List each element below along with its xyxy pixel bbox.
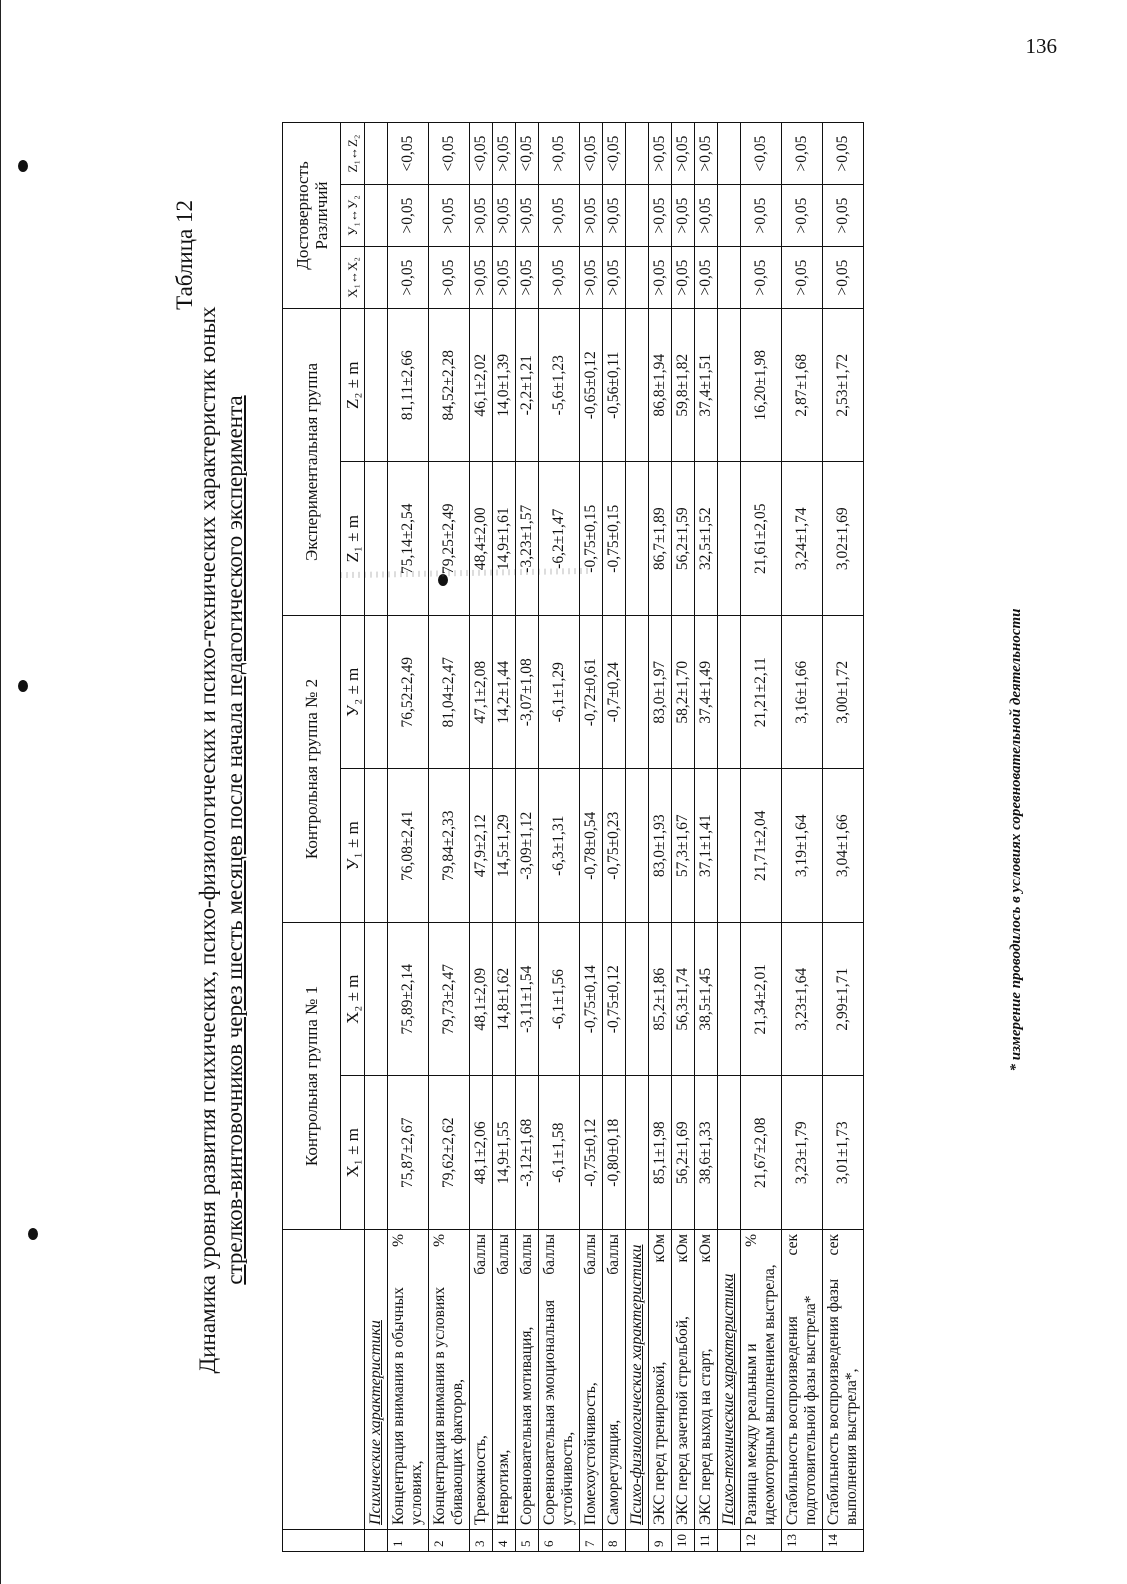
cell-x2: 14,8±1,62 <box>493 923 516 1077</box>
row-unit: баллы <box>582 1234 599 1275</box>
row-name-text: Концентрация внимания в условиях сбивающих факторов, <box>431 1286 466 1525</box>
table-label: Таблица 12 <box>172 200 197 310</box>
row-unit: баллы <box>495 1234 512 1275</box>
cell-z1: -0,75±0,15 <box>603 462 626 616</box>
cell-sx: >0,05 <box>516 247 539 309</box>
caption-line-2: стрелков-винтовочников через шесть месяцев после начала педагогического эксперимента <box>222 395 247 1285</box>
cell-z2: 59,8±1,82 <box>672 309 695 463</box>
cell-y1: -0,75±0,23 <box>603 769 626 923</box>
row-indicator-name <box>539 1230 580 1530</box>
cell-sz: >0,05 <box>649 123 672 185</box>
table-row <box>580 123 603 1552</box>
section-empty-cell <box>718 1076 741 1230</box>
row-name-text: Стабильность воспроизведения подготовительной фазы выстрела* <box>784 1295 819 1525</box>
cell-sy: >0,05 <box>493 185 516 247</box>
row-unit: кОм <box>651 1234 668 1263</box>
row-unit: кОм <box>697 1234 714 1263</box>
row-number: 11 <box>695 1530 718 1552</box>
section-row <box>718 123 741 1552</box>
cell-z2: 14,0±1,39 <box>493 309 516 463</box>
section-empty-cell <box>365 185 388 247</box>
section-empty-cell <box>626 309 649 463</box>
cell-sx: >0,05 <box>470 247 493 309</box>
cell-y2: 3,16±1,66 <box>782 616 823 770</box>
row-indicator-name <box>741 1230 782 1530</box>
cell-x2: 3,23±1,64 <box>782 923 823 1077</box>
table-row <box>649 123 672 1552</box>
row-name-text: Концентрация внимания в обычных условиях, <box>390 1287 425 1525</box>
row-name-text: Саморегуляция, <box>605 1419 622 1525</box>
cell-z1: 86,7±1,89 <box>649 462 672 616</box>
cell-y1: 79,84±2,33 <box>429 769 470 923</box>
cell-x2: 75,89±2,14 <box>388 923 429 1077</box>
row-name-text: ЭКС перед выход на старт, <box>697 1348 714 1525</box>
section-title: Психо-технические характеристики <box>718 1230 741 1530</box>
cell-sz: <0,05 <box>388 123 429 185</box>
row-indicator-name <box>493 1230 516 1530</box>
table-row <box>782 123 823 1552</box>
section-empty-cell <box>626 123 649 185</box>
cell-sy: >0,05 <box>580 185 603 247</box>
row-unit: баллы <box>541 1234 558 1275</box>
header-x2: X₂ ± m <box>341 923 365 1077</box>
section-empty-cell <box>718 923 741 1077</box>
section-title: Психо-физиологические характеристики <box>626 1230 649 1530</box>
section-num-cell <box>365 1530 388 1552</box>
cell-y1: 83,0±1,93 <box>649 769 672 923</box>
header-control-group-2: Контрольная группа № 2 <box>283 616 341 923</box>
cell-sx: >0,05 <box>695 247 718 309</box>
cell-y1: 37,1±1,41 <box>695 769 718 923</box>
table-row <box>539 123 580 1552</box>
cell-y1: -0,78±0,54 <box>580 769 603 923</box>
cell-z1: 3,24±1,74 <box>782 462 823 616</box>
cell-sy: >0,05 <box>649 185 672 247</box>
row-unit: кОм <box>674 1234 691 1263</box>
cell-z2: 2,53±1,72 <box>823 309 864 463</box>
cell-z2: 81,11±2,66 <box>388 309 429 463</box>
cell-x1: -6,1±1,58 <box>539 1076 580 1230</box>
table-row <box>516 123 539 1552</box>
cell-y2: 81,04±2,47 <box>429 616 470 770</box>
row-name-text: Невротизм, <box>495 1449 512 1525</box>
cell-x1: 56,2±1,69 <box>672 1076 695 1230</box>
cell-sy: >0,05 <box>470 185 493 247</box>
section-empty-cell <box>365 247 388 309</box>
section-empty-cell <box>626 616 649 770</box>
scan-frame-edge <box>0 0 1 1584</box>
cell-sz: <0,05 <box>580 123 603 185</box>
row-indicator-name <box>649 1230 672 1530</box>
cell-z2: 46,1±2,02 <box>470 309 493 463</box>
cell-y1: 57,3±1,67 <box>672 769 695 923</box>
row-number: 6 <box>539 1530 580 1552</box>
row-indicator-name <box>470 1230 493 1530</box>
cell-y2: -6,1±1,29 <box>539 616 580 770</box>
cell-y2: -3,07±1,08 <box>516 616 539 770</box>
cell-sz: >0,05 <box>672 123 695 185</box>
cell-z2: -0,56±0,11 <box>603 309 626 463</box>
cell-sy: >0,05 <box>539 185 580 247</box>
section-empty-cell <box>626 1076 649 1230</box>
cell-y2: 21,21±2,11 <box>741 616 782 770</box>
row-name-text: Стабильность воспроизведения фазы выполнения выстрела*, <box>825 1278 860 1525</box>
header-significance: Достоверность Различий <box>283 123 341 309</box>
cell-x1: -0,80±0,18 <box>603 1076 626 1230</box>
row-indicator-name <box>516 1230 539 1530</box>
cell-z1: 14,9±1,61 <box>493 462 516 616</box>
section-empty-cell <box>718 769 741 923</box>
cell-sy: >0,05 <box>672 185 695 247</box>
section-empty-cell <box>718 185 741 247</box>
row-indicator-name <box>603 1230 626 1530</box>
cell-sz: <0,05 <box>470 123 493 185</box>
cell-x2: 85,2±1,86 <box>649 923 672 1077</box>
row-name-text: Тревожность, <box>472 1435 489 1525</box>
row-indicator-name <box>429 1230 470 1530</box>
punch-hole-mark <box>18 160 28 172</box>
row-name-text: Соревновательная мотивация, <box>518 1326 535 1525</box>
cell-z2: -0,65±0,12 <box>580 309 603 463</box>
row-indicator-name <box>823 1230 864 1530</box>
row-number: 2 <box>429 1530 470 1552</box>
table-row <box>741 123 782 1552</box>
table-header-row <box>283 123 341 1552</box>
cell-sy: >0,05 <box>782 185 823 247</box>
header-num <box>283 1530 365 1552</box>
table-caption <box>194 110 248 1570</box>
row-number: 1 <box>388 1530 429 1552</box>
section-empty-cell <box>365 309 388 463</box>
cell-y2: 37,4±1,49 <box>695 616 718 770</box>
cell-sx: >0,05 <box>539 247 580 309</box>
cell-y1: 76,08±2,41 <box>388 769 429 923</box>
row-indicator-name <box>672 1230 695 1530</box>
row-number: 7 <box>580 1530 603 1552</box>
section-empty-cell <box>718 123 741 185</box>
cell-z1: 32,5±1,52 <box>695 462 718 616</box>
header-name <box>283 1230 365 1530</box>
cell-sx: >0,05 <box>580 247 603 309</box>
cell-x2: 2,99±1,71 <box>823 923 864 1077</box>
section-empty-cell <box>626 769 649 923</box>
row-number: 12 <box>741 1530 782 1552</box>
cell-x1: 38,6±1,33 <box>695 1076 718 1230</box>
cell-sx: >0,05 <box>823 247 864 309</box>
section-empty-cell <box>718 247 741 309</box>
cell-y2: -0,7±0,24 <box>603 616 626 770</box>
table-row <box>493 123 516 1552</box>
header-sig-y: У₁↔У₂ <box>341 185 365 247</box>
cell-sz: <0,05 <box>741 123 782 185</box>
table-row <box>603 123 626 1552</box>
section-empty-cell <box>626 462 649 616</box>
cell-x1: -3,12±1,68 <box>516 1076 539 1230</box>
row-number: 8 <box>603 1530 626 1552</box>
row-unit: баллы <box>518 1234 535 1275</box>
cell-x1: 21,67±2,08 <box>741 1076 782 1230</box>
cell-y2: 76,52±2,49 <box>388 616 429 770</box>
row-unit: % <box>390 1234 407 1247</box>
header-control-group-1: Контрольная группа № 1 <box>283 923 341 1230</box>
cell-x1: 3,01±1,73 <box>823 1076 864 1230</box>
cell-sx: >0,05 <box>493 247 516 309</box>
row-name-text: Помехоустойчивость, <box>582 1382 599 1525</box>
cell-sy: >0,05 <box>695 185 718 247</box>
cell-x2: 21,34±2,01 <box>741 923 782 1077</box>
row-number: 5 <box>516 1530 539 1552</box>
table-row <box>672 123 695 1552</box>
cell-x2: -0,75±0,12 <box>603 923 626 1077</box>
caption-line-1: Динамика уровня развития психических, психо-физиологических и психо-технических характеристик юных <box>195 306 220 1374</box>
cell-x2: 48,1±2,09 <box>470 923 493 1077</box>
cell-x2: -3,11±1,54 <box>516 923 539 1077</box>
row-name-text: ЭКС перед тренировкой, <box>651 1361 668 1525</box>
cell-y1: 3,19±1,64 <box>782 769 823 923</box>
cell-sz: <0,05 <box>516 123 539 185</box>
section-empty-cell <box>365 923 388 1077</box>
cell-sy: >0,05 <box>823 185 864 247</box>
cell-y1: 3,04±1,66 <box>823 769 864 923</box>
section-empty-cell <box>626 247 649 309</box>
cell-sz: >0,05 <box>493 123 516 185</box>
section-empty-cell <box>365 616 388 770</box>
cell-z2: 16,20±1,98 <box>741 309 782 463</box>
cell-y1: 14,5±1,29 <box>493 769 516 923</box>
cell-sx: >0,05 <box>741 247 782 309</box>
header-experimental-group: Экспериментальная группа <box>283 309 341 616</box>
cell-z1: -3,23±1,57 <box>516 462 539 616</box>
cell-y2: 58,2±1,70 <box>672 616 695 770</box>
cell-sx: >0,05 <box>603 247 626 309</box>
section-empty-cell <box>626 185 649 247</box>
row-indicator-name <box>782 1230 823 1530</box>
cell-x1: -0,75±0,12 <box>580 1076 603 1230</box>
cell-z2: -5,6±1,23 <box>539 309 580 463</box>
row-indicator-name <box>580 1230 603 1530</box>
cell-sx: >0,05 <box>429 247 470 309</box>
header-sig-z: Z₁↔Z₂ <box>341 123 365 185</box>
header-sig-x: X₁↔X₂ <box>341 247 365 309</box>
cell-x2: 79,73±2,47 <box>429 923 470 1077</box>
section-empty-cell <box>365 462 388 616</box>
cell-x2: -0,75±0,14 <box>580 923 603 1077</box>
cell-x1: 85,1±1,98 <box>649 1076 672 1230</box>
row-unit: сек <box>825 1234 842 1256</box>
table-row <box>388 123 429 1552</box>
header-y1: У₁ ± m <box>341 769 365 923</box>
cell-sx: >0,05 <box>649 247 672 309</box>
row-indicator-name <box>695 1230 718 1530</box>
table-row <box>429 123 470 1552</box>
section-row <box>626 123 649 1552</box>
cell-x1: 3,23±1,79 <box>782 1076 823 1230</box>
cell-x2: -6,1±1,56 <box>539 923 580 1077</box>
cell-y2: -0,72±0,61 <box>580 616 603 770</box>
cell-sy: >0,05 <box>741 185 782 247</box>
punch-hole-mark <box>28 1228 38 1240</box>
cell-x1: 48,1±2,06 <box>470 1076 493 1230</box>
cell-sz: >0,05 <box>539 123 580 185</box>
rotated-document <box>170 110 1070 1570</box>
cell-sy: >0,05 <box>429 185 470 247</box>
cell-x1: 79,62±2,62 <box>429 1076 470 1230</box>
row-number: 13 <box>782 1530 823 1552</box>
row-name-text: Разница между реальным и идеомоторным выполнением выстрела, <box>743 1264 778 1525</box>
row-unit: баллы <box>605 1234 622 1275</box>
results-table <box>282 122 864 1552</box>
cell-x1: 75,87±2,67 <box>388 1076 429 1230</box>
section-empty-cell <box>626 923 649 1077</box>
cell-z1: 48,4±2,00 <box>470 462 493 616</box>
cell-sz: >0,05 <box>695 123 718 185</box>
section-empty-cell <box>365 123 388 185</box>
cell-y2: 3,00±1,72 <box>823 616 864 770</box>
table-row <box>470 123 493 1552</box>
cell-x1: 14,9±1,55 <box>493 1076 516 1230</box>
section-empty-cell <box>365 1076 388 1230</box>
header-z2: Z₂ ± m <box>341 309 365 463</box>
cell-z1: 21,61±2,05 <box>741 462 782 616</box>
section-num-cell <box>718 1530 741 1552</box>
cell-sy: >0,05 <box>603 185 626 247</box>
cell-y2: 47,1±2,08 <box>470 616 493 770</box>
row-number: 10 <box>672 1530 695 1552</box>
cell-y2: 83,0±1,97 <box>649 616 672 770</box>
row-number: 9 <box>649 1530 672 1552</box>
cell-x2: 38,5±1,45 <box>695 923 718 1077</box>
row-unit: % <box>431 1234 448 1247</box>
cell-z2: 37,4±1,51 <box>695 309 718 463</box>
cell-sx: >0,05 <box>782 247 823 309</box>
section-empty-cell <box>718 309 741 463</box>
cell-sz: <0,05 <box>603 123 626 185</box>
row-name-text: Соревновательная эмоциональная устойчивость, <box>541 1299 576 1525</box>
footnote: * измерение проводилось в условиях соревновательной деятельности <box>1008 608 1024 1072</box>
table-row <box>823 123 864 1552</box>
row-unit: сек <box>784 1234 801 1256</box>
row-unit: % <box>743 1234 760 1247</box>
cell-z1: -6,2±1,47 <box>539 462 580 616</box>
cell-z1: -0,75±0,15 <box>580 462 603 616</box>
section-num-cell <box>626 1530 649 1552</box>
cell-sz: <0,05 <box>429 123 470 185</box>
cell-z1: 79,25±2,49 <box>429 462 470 616</box>
cell-sy: >0,05 <box>388 185 429 247</box>
cell-sz: >0,05 <box>782 123 823 185</box>
row-number: 14 <box>823 1530 864 1552</box>
row-number: 4 <box>493 1530 516 1552</box>
cell-sy: >0,05 <box>516 185 539 247</box>
cell-sx: >0,05 <box>672 247 695 309</box>
table-body <box>365 123 864 1552</box>
cell-z2: 2,87±1,68 <box>782 309 823 463</box>
section-row <box>365 123 388 1552</box>
cell-z1: 56,2±1,59 <box>672 462 695 616</box>
row-indicator-name <box>388 1230 429 1530</box>
row-name-text: ЭКС перед зачетной стрельбой, <box>674 1316 691 1525</box>
row-number: 3 <box>470 1530 493 1552</box>
punch-hole-mark <box>18 680 28 692</box>
cell-z2: 86,8±1,94 <box>649 309 672 463</box>
cell-y1: -3,09±1,12 <box>516 769 539 923</box>
section-title: Психические характеристики <box>365 1230 388 1530</box>
header-z1: Z₁ ± m <box>341 462 365 616</box>
cell-y1: 21,71±2,04 <box>741 769 782 923</box>
section-empty-cell <box>365 769 388 923</box>
table-row <box>695 123 718 1552</box>
page-number: 136 <box>1025 34 1057 58</box>
cell-z1: 75,14±2,54 <box>388 462 429 616</box>
cell-y2: 14,2±1,44 <box>493 616 516 770</box>
cell-x2: 56,3±1,74 <box>672 923 695 1077</box>
cell-y1: 47,9±2,12 <box>470 769 493 923</box>
cell-z2: -2,2±1,21 <box>516 309 539 463</box>
header-x1: X₁ ± m <box>341 1076 365 1230</box>
cell-sx: >0,05 <box>388 247 429 309</box>
section-empty-cell <box>718 616 741 770</box>
section-empty-cell <box>718 462 741 616</box>
header-y2: У₂ ± m <box>341 616 365 770</box>
row-unit: баллы <box>472 1234 489 1275</box>
cell-sz: >0,05 <box>823 123 864 185</box>
cell-z2: 84,52±2,28 <box>429 309 470 463</box>
cell-z1: 3,02±1,69 <box>823 462 864 616</box>
cell-y1: -6,3±1,31 <box>539 769 580 923</box>
